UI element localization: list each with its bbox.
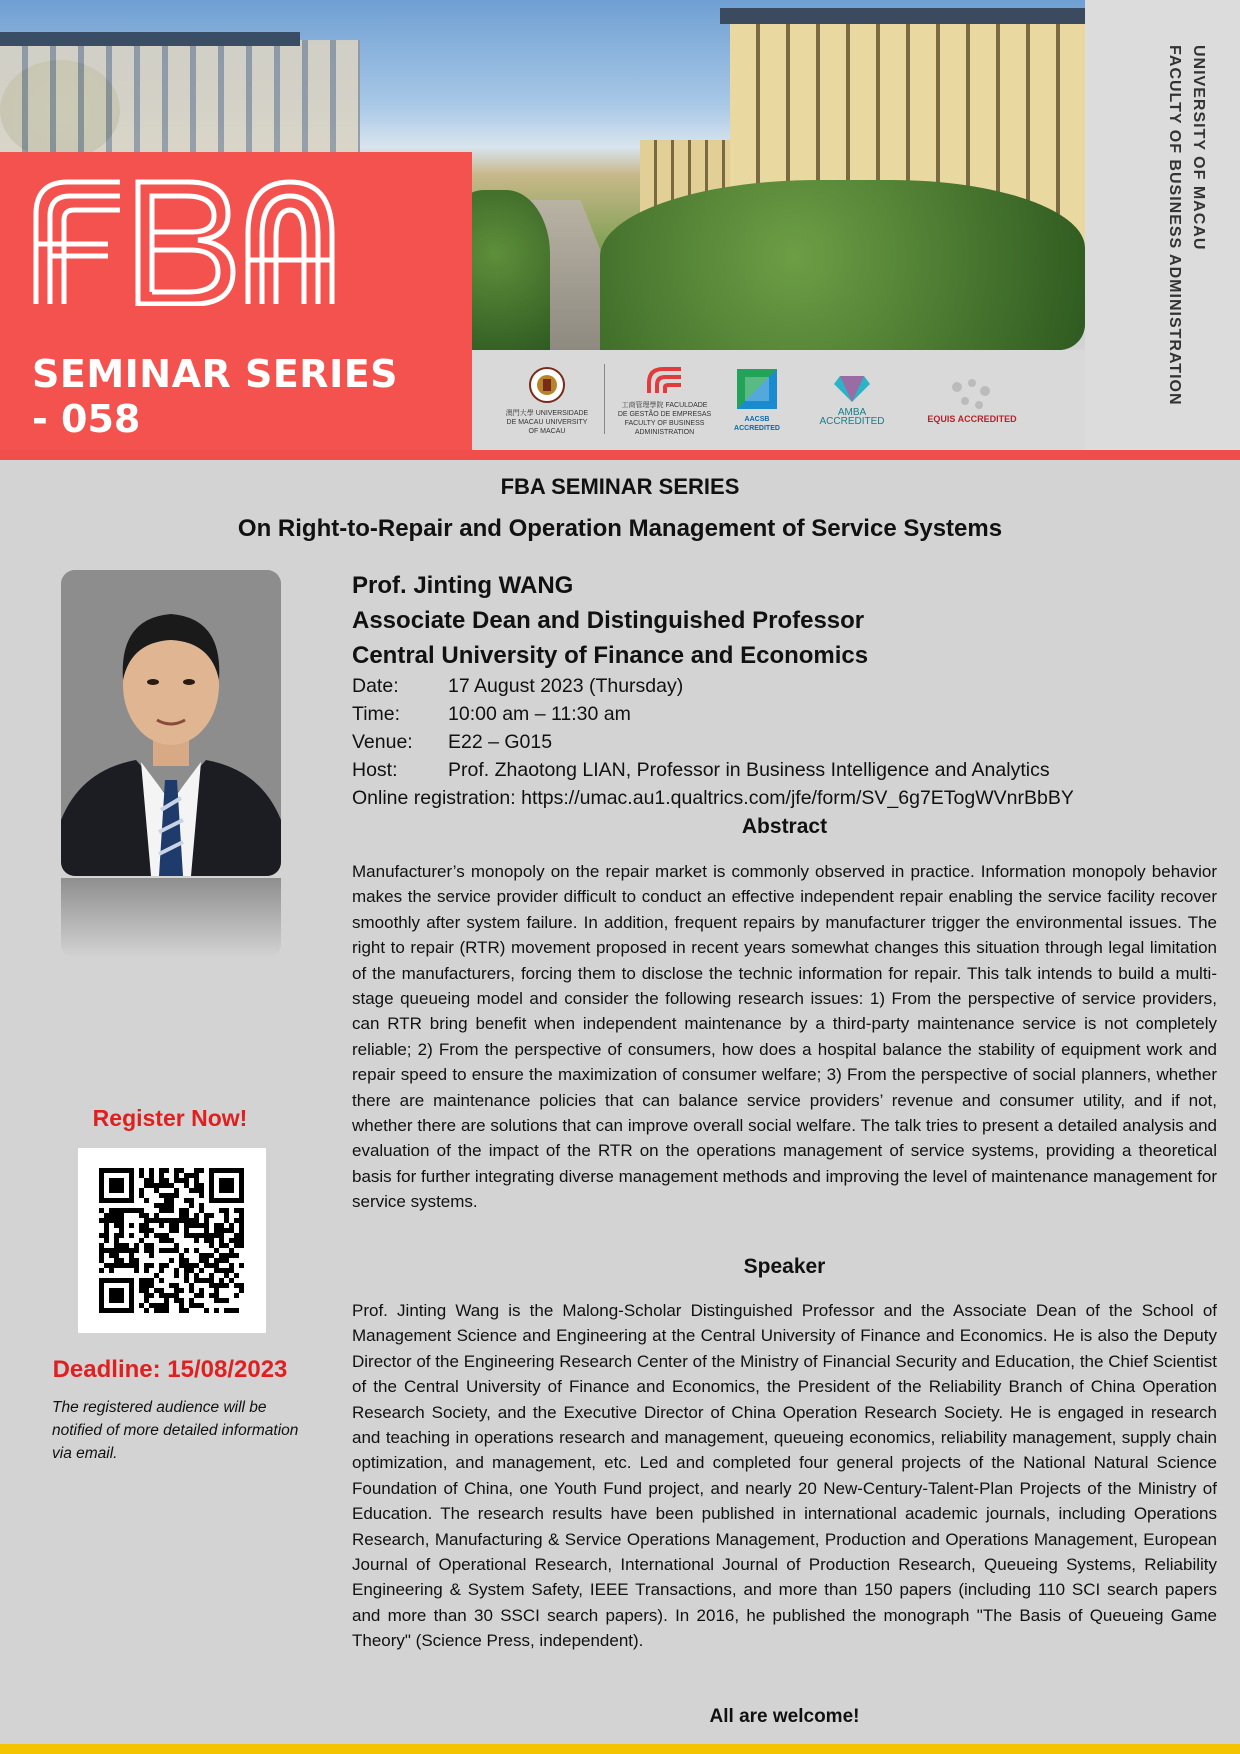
host-row: Host: Prof. Zhaotong LIAN, Professor in Business Intelligence and Analytics (352, 759, 1050, 781)
speaker-portrait-image (61, 570, 281, 876)
speaker-name: Prof. Jinting WANG (352, 572, 574, 599)
um-crest-icon (529, 365, 565, 405)
abstract-heading: Abstract (741, 815, 828, 838)
register-now-label: Register Now! (92, 1105, 248, 1131)
footer-bar (0, 1744, 1240, 1754)
registration-row: Online registration: https://umac.au1.qualtrics.com/jfe/form/SV_6g7ETogWVnrBbBY (352, 787, 1074, 809)
seminar-number: - 058 (32, 397, 141, 441)
photo-reflection (61, 878, 281, 958)
event-details (352, 672, 1074, 812)
equis-logo: EQUIS ACCREDITED (912, 362, 1032, 438)
speaker-info (352, 568, 868, 673)
fba-faculty-icon (645, 363, 685, 397)
event-venue: E22 – G015 (448, 731, 553, 753)
equis-network-icon (947, 377, 997, 411)
speaker-institution: Central University of Finance and Economics (352, 642, 869, 669)
header-divider (0, 450, 1240, 460)
speaker-bio-text: Prof. Jinting Wang is the Malong-Scholar Distinguished Professor and the Associate Dean of the School of Management Science and Engineering at the Central University of Finance and Economics. He is also the Deputy Director of the Engineering Research Center of the Ministry of Financial Security and Education, the Chief Scientist of the Central University of Finance and Economics, the President of the Reliability Branch of China Operation Research Society, and the Executive Director of China Operation Research Society. He is engaged in research and teaching in operations research and management, queueing economics, reliability management, supply chain optimization, and management, etc. Led and completed four general projects of the National Natural Science Foundation of China, one Youth Fund project, and nearly 20 New-Century-Talent-Plan Projects of the Ministry of Education. The research results have been published in international academic journals, including Operations Research, Manufacturing & Service Operations Management, Production and Operations Management, European Journal of Operational Research, International Journal of Production Research, Queueing Systems, Reliability Engineering & System Safety, IEEE Transactions, and more than 150 papers (including 110 SCI search papers and more than 30 SSCI search papers). In 2016, he published the monograph "The Basis of Queueing Game Theory" (Science Press, independent). (352, 1301, 1217, 1651)
registration-qr-code[interactable] (78, 1148, 266, 1333)
talk-title: On Right-to-Repair and Operation Management of Service Systems (237, 515, 1003, 542)
university-side-text: UNIVERSITY OF MACAU FACULTY OF BUSINESS ADMINISTRATION (1166, 45, 1207, 406)
speaker-position: Associate Dean and Distinguished Professor (352, 607, 865, 634)
event-date: 17 August 2023 (Thursday) (448, 675, 684, 697)
date-row: Date: 17 August 2023 (Thursday) (352, 675, 684, 697)
fba-logo (28, 174, 338, 306)
fba-faculty-logo: 工商管理學院 FACULDADE DE GESTÃO DE EMPRESAS FACULTY OF BUSINESS ADMINISTRATION (617, 362, 712, 438)
registration-link[interactable]: https://umac.au1.qualtrics.com/jfe/form/SV_6g7ETogWVnrBbBY (521, 787, 1074, 809)
accreditation-strip (472, 350, 1085, 450)
um-logo: 澳門大學 UNIVERSIDADE DE MACAU UNIVERSITY OF MACAU (502, 362, 592, 438)
event-series-title: FBA SEMINAR SERIES (500, 474, 740, 499)
amba-diamond-icon (832, 374, 872, 404)
aacsb-logo: AACSB ACCREDITED (727, 362, 787, 438)
seminar-series-label: SEMINAR SERIES (32, 352, 399, 396)
aacsb-icon (735, 367, 779, 411)
venue-row: Venue: E22 – G015 (352, 731, 553, 753)
amba-logo: AMBA ACCREDITED (812, 362, 892, 438)
speaker-photo (61, 570, 281, 876)
time-row: Time: 10:00 am – 11:30 am (352, 703, 631, 725)
header-banner (0, 0, 1240, 460)
event-time: 10:00 am – 11:30 am (448, 703, 631, 725)
registration-deadline: Deadline: 15/08/2023 (52, 1356, 288, 1383)
closing-line: All are welcome! (709, 1706, 860, 1727)
seminar-series-box (0, 152, 472, 450)
event-host: Prof. Zhaotong LIAN, Professor in Business Intelligence and Analytics (448, 759, 1050, 781)
speaker-heading: Speaker (743, 1255, 826, 1278)
abstract-text: Manufacturer’s monopoly on the repair market is commonly observed in practice. Information monopoly behavior makes the service provider difficult to conduct an effective independent repair enabling the service facility recover smoothly after system failure. In addition, frequent repairs by manufacturer trigger the environmental issues. The right to repair (RTR) movement proposed in recent years somewhat changes this situation through legal limitation of the manufacturers, forcing them to disclose the technic information for repair. This talk intends to build a multi-stage queueing model and consider the following research issues: 1) From the perspective of service providers, can RTR bring benefit when independent maintenance by a third-party maintenance service is not completely reliable; 2) From the perspective of consumers, how does a hospital balance the stability of equipment work and repair speed to ensure the maximization of consumer welfare; 3) From the perspective of social planners, whether there are maintenance policies that can balance service providers’ revenue and consumer utility, and if not, whether there are solutions that can improve overall social welfare. The talk tries to present a detailed analysis and evaluation of the impact of the RTR on the operations management of service systems, providing a theoretical basis for further integrating diverse management methods and improving the level of maintenance management for service systems. (352, 862, 1217, 1212)
qr-code-icon (78, 1148, 266, 1333)
registration-note: The registered audience will be notified of more detailed information via email. (52, 1399, 299, 1462)
